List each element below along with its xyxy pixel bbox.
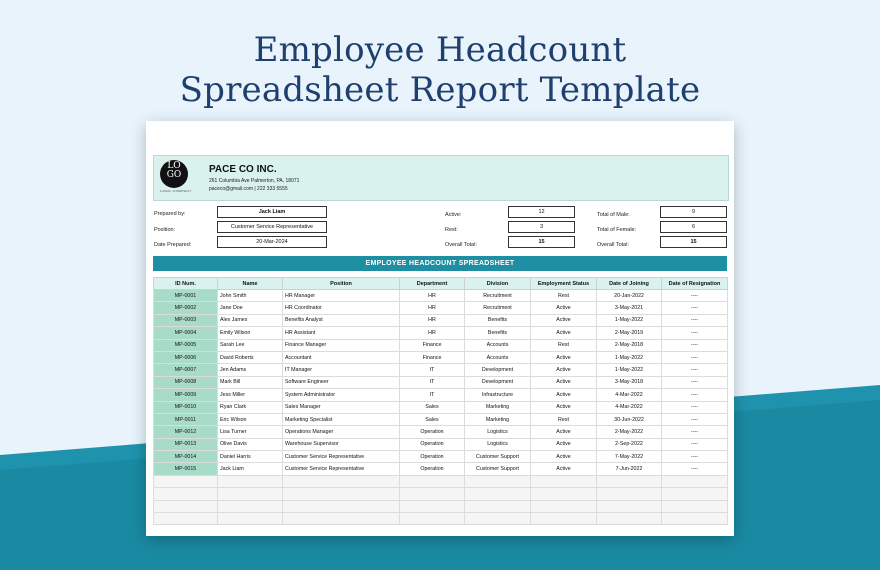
total-female-field[interactable]: 6	[660, 221, 727, 233]
table-row	[154, 401, 728, 413]
cell-name[interactable]: Mark Bill	[218, 376, 283, 388]
cell-name[interactable]: Daniel Harris	[218, 451, 283, 463]
col-header-joining[interactable]: Date of Joining	[597, 278, 662, 290]
empty-cell[interactable]	[597, 500, 662, 512]
company-contact: paceco@gmail.com | 222 333 5555	[209, 186, 288, 192]
empty-cell[interactable]	[154, 500, 218, 512]
total-male-field[interactable]: 9	[660, 206, 727, 218]
empty-cell[interactable]	[662, 513, 728, 525]
cell-joining[interactable]: 2-May-2018	[597, 339, 662, 351]
cell-status[interactable]: Active	[531, 351, 597, 363]
cell-position[interactable]: Accountant	[283, 351, 400, 363]
table-header-row	[154, 278, 728, 290]
empty-cell[interactable]	[465, 488, 531, 500]
position-label: Position:	[154, 227, 176, 233]
cell-resignation[interactable]: ----	[662, 389, 728, 401]
cell-department[interactable]: IT	[400, 376, 465, 388]
cell-name[interactable]: Emily Wilson	[218, 327, 283, 339]
table-row	[154, 290, 728, 302]
cell-resignation[interactable]: ----	[662, 290, 728, 302]
cell-joining[interactable]: 7-May-2022	[597, 451, 662, 463]
cell-status[interactable]: Active	[531, 327, 597, 339]
cell-position[interactable]: HR Coordinator	[283, 302, 400, 314]
col-header-department[interactable]: Department	[400, 278, 465, 290]
cell-resignation[interactable]: ----	[662, 364, 728, 376]
spreadsheet-document	[146, 121, 734, 536]
cell-resignation[interactable]: ----	[662, 302, 728, 314]
cell-position[interactable]: HR Assistant	[283, 327, 400, 339]
spreadsheet-banner: EMPLOYEE HEADCOUNT SPREADSHEET	[153, 256, 727, 271]
overall-total-2-label: Overall Total:	[597, 242, 629, 248]
table-row	[154, 376, 728, 388]
logo-tagline: LOGO COMPANY	[160, 189, 192, 193]
col-header-division[interactable]: Division	[465, 278, 531, 290]
cell-id[interactable]: MP-0004	[154, 327, 218, 339]
cell-position[interactable]: Benefits Analyst	[283, 314, 400, 326]
cell-joining[interactable]: 1-May-2022	[597, 314, 662, 326]
empty-cell[interactable]	[465, 513, 531, 525]
rest-count-field[interactable]: 3	[508, 221, 575, 233]
table-row	[154, 339, 728, 351]
empty-cell[interactable]	[597, 488, 662, 500]
cell-id[interactable]: MP-0014	[154, 451, 218, 463]
cell-resignation[interactable]: ----	[662, 351, 728, 363]
empty-row	[154, 500, 728, 512]
cell-division[interactable]: Marketing	[465, 401, 531, 413]
empty-cell[interactable]	[531, 500, 597, 512]
empty-cell[interactable]	[154, 475, 218, 487]
empty-cell[interactable]	[597, 513, 662, 525]
cell-department[interactable]: HR	[400, 314, 465, 326]
empty-cell[interactable]	[154, 488, 218, 500]
cell-id[interactable]: MP-0010	[154, 401, 218, 413]
table-row	[154, 351, 728, 363]
company-logo: LO GO	[160, 160, 188, 188]
position-field[interactable]: Customer Service Representative	[217, 221, 327, 233]
cell-resignation[interactable]: ----	[662, 376, 728, 388]
empty-cell[interactable]	[662, 488, 728, 500]
cell-name[interactable]: Jane Doe	[218, 302, 283, 314]
cell-resignation[interactable]: ----	[662, 327, 728, 339]
cell-position[interactable]: Warehouse Supervisor	[283, 438, 400, 450]
cell-department[interactable]: IT	[400, 364, 465, 376]
cell-department[interactable]: Operation	[400, 438, 465, 450]
col-header-id[interactable]: ID Num.	[154, 278, 218, 290]
cell-id[interactable]: MP-0009	[154, 389, 218, 401]
cell-department[interactable]: Operation	[400, 451, 465, 463]
cell-name[interactable]: John Smith	[218, 290, 283, 302]
empty-cell[interactable]	[662, 475, 728, 487]
cell-division[interactable]: Customer Support	[465, 463, 531, 475]
empty-cell[interactable]	[283, 500, 400, 512]
prepared-by-field[interactable]: Jack Liam	[217, 206, 327, 218]
cell-name[interactable]: David Roberts	[218, 351, 283, 363]
cell-department[interactable]: Finance	[400, 339, 465, 351]
cell-department[interactable]: HR	[400, 327, 465, 339]
cell-resignation[interactable]: ----	[662, 413, 728, 425]
col-header-position[interactable]: Position	[283, 278, 400, 290]
empty-cell[interactable]	[218, 513, 283, 525]
cell-resignation[interactable]: ----	[662, 314, 728, 326]
cell-status[interactable]: Active	[531, 451, 597, 463]
company-name: PACE CO INC.	[209, 164, 277, 175]
overall-total-label: Overall Total:	[445, 242, 477, 248]
cell-id[interactable]: MP-0005	[154, 339, 218, 351]
cell-position[interactable]: Customer Service Representative	[283, 463, 400, 475]
cell-resignation[interactable]: ----	[662, 451, 728, 463]
cell-status[interactable]: Rest	[531, 290, 597, 302]
cell-division[interactable]: Logistics	[465, 426, 531, 438]
cell-joining[interactable]: 2-Sep-2022	[597, 438, 662, 450]
rest-label: Rest:	[445, 227, 458, 233]
empty-cell[interactable]	[662, 500, 728, 512]
cell-department[interactable]: IT	[400, 389, 465, 401]
table-row	[154, 302, 728, 314]
date-prepared-field[interactable]: 20-Mar-2024	[217, 236, 327, 248]
col-header-resignation[interactable]: Date of Resignation	[662, 278, 728, 290]
cell-joining[interactable]: 4-Mar-2022	[597, 389, 662, 401]
page-title-line1: Employee Headcount	[253, 30, 627, 70]
table-row	[154, 327, 728, 339]
cell-name[interactable]: Alex James	[218, 314, 283, 326]
cell-position[interactable]: HR Manager	[283, 290, 400, 302]
cell-id[interactable]: MP-0015	[154, 463, 218, 475]
cell-division[interactable]: Accounts	[465, 351, 531, 363]
cell-status[interactable]: Active	[531, 314, 597, 326]
col-header-status[interactable]: Employment Status	[531, 278, 597, 290]
empty-cell[interactable]	[400, 500, 465, 512]
cell-joining[interactable]: 2-May-2019	[597, 327, 662, 339]
cell-id[interactable]: MP-0007	[154, 364, 218, 376]
cell-division[interactable]: Customer Support	[465, 451, 531, 463]
table-row	[154, 438, 728, 450]
table-row	[154, 389, 728, 401]
cell-status[interactable]: Active	[531, 438, 597, 450]
cell-joining[interactable]: 30-Jun-2022	[597, 413, 662, 425]
cell-name[interactable]: Jack Liam	[218, 463, 283, 475]
overall-total-field[interactable]: 15	[508, 236, 575, 248]
cell-id[interactable]: MP-0003	[154, 314, 218, 326]
cell-resignation[interactable]: ----	[662, 438, 728, 450]
cell-position[interactable]: Sales Manager	[283, 401, 400, 413]
empty-cell[interactable]	[154, 513, 218, 525]
cell-joining[interactable]: 3-May-2018	[597, 376, 662, 388]
empty-cell[interactable]	[400, 488, 465, 500]
cell-position[interactable]: System Administrator	[283, 389, 400, 401]
col-header-name[interactable]: Name	[218, 278, 283, 290]
total-male-label: Total of Male:	[597, 212, 630, 218]
empty-cell[interactable]	[597, 475, 662, 487]
cell-status[interactable]: Active	[531, 463, 597, 475]
empty-cell[interactable]	[218, 500, 283, 512]
cell-id[interactable]: MP-0002	[154, 302, 218, 314]
cell-department[interactable]: Operation	[400, 426, 465, 438]
empty-cell[interactable]	[218, 475, 283, 487]
cell-position[interactable]: Marketing Specialist	[283, 413, 400, 425]
cell-division[interactable]: Logistics	[465, 438, 531, 450]
cell-resignation[interactable]: ----	[662, 401, 728, 413]
cell-department[interactable]: HR	[400, 302, 465, 314]
table-row	[154, 463, 728, 475]
cell-department[interactable]: Sales	[400, 413, 465, 425]
empty-row	[154, 513, 728, 525]
cell-division[interactable]: Recruitment	[465, 302, 531, 314]
empty-cell[interactable]	[283, 513, 400, 525]
empty-cell[interactable]	[218, 488, 283, 500]
cell-id[interactable]: MP-0001	[154, 290, 218, 302]
cell-division[interactable]: Recruitment	[465, 290, 531, 302]
cell-position[interactable]: Finance Manager	[283, 339, 400, 351]
cell-joining[interactable]: 1-May-2022	[597, 364, 662, 376]
page-title-line2: Spreadsheet Report Template	[179, 70, 701, 110]
cell-joining[interactable]: 7-Jun-2022	[597, 463, 662, 475]
cell-joining[interactable]: 4-Mar-2022	[597, 401, 662, 413]
cell-division[interactable]: Marketing	[465, 413, 531, 425]
cell-name[interactable]: Jess Miller	[218, 389, 283, 401]
cell-joining[interactable]: 20-Jan-2022	[597, 290, 662, 302]
empty-cell[interactable]	[465, 475, 531, 487]
cell-status[interactable]: Rest	[531, 413, 597, 425]
cell-division[interactable]: Accounts	[465, 339, 531, 351]
cell-division[interactable]: Infrastructure	[465, 389, 531, 401]
cell-position[interactable]: Software Engineer	[283, 376, 400, 388]
cell-id[interactable]: MP-0006	[154, 351, 218, 363]
empty-cell[interactable]	[531, 475, 597, 487]
cell-department[interactable]: HR	[400, 290, 465, 302]
empty-row	[154, 488, 728, 500]
cell-name[interactable]: Sarah Lee	[218, 339, 283, 351]
total-female-label: Total of Female:	[597, 227, 637, 233]
cell-name[interactable]: Ryan Clark	[218, 401, 283, 413]
cell-name[interactable]: Lisa Turner	[218, 426, 283, 438]
cell-department[interactable]: Finance	[400, 351, 465, 363]
table-row	[154, 451, 728, 463]
cell-status[interactable]: Active	[531, 401, 597, 413]
cell-id[interactable]: MP-0012	[154, 426, 218, 438]
cell-division[interactable]: Development	[465, 376, 531, 388]
cell-id[interactable]: MP-0008	[154, 376, 218, 388]
company-address: 261 Columbia Ave Palmerton, PA, 18071	[209, 178, 300, 184]
cell-id[interactable]: MP-0011	[154, 413, 218, 425]
active-label: Active:	[445, 212, 462, 218]
cell-resignation[interactable]: ----	[662, 463, 728, 475]
cell-status[interactable]: Rest	[531, 339, 597, 351]
cell-id[interactable]: MP-0013	[154, 438, 218, 450]
cell-division[interactable]: Development	[465, 364, 531, 376]
cell-status[interactable]: Active	[531, 302, 597, 314]
cell-position[interactable]: IT Manager	[283, 364, 400, 376]
cell-joining[interactable]: 1-May-2022	[597, 351, 662, 363]
table-row	[154, 413, 728, 425]
cell-name[interactable]: Eric Wilson	[218, 413, 283, 425]
cell-department[interactable]: Operation	[400, 463, 465, 475]
cell-status[interactable]: Active	[531, 376, 597, 388]
company-header	[153, 155, 729, 201]
cell-resignation[interactable]: ----	[662, 426, 728, 438]
empty-cell[interactable]	[400, 475, 465, 487]
cell-status[interactable]: Active	[531, 426, 597, 438]
cell-department[interactable]: Sales	[400, 401, 465, 413]
cell-status[interactable]: Active	[531, 364, 597, 376]
cell-name[interactable]: Jen Adams	[218, 364, 283, 376]
date-prepared-label: Date Prepared:	[154, 242, 192, 248]
overall-total-2-field[interactable]: 15	[660, 236, 727, 248]
employee-table	[153, 277, 728, 525]
empty-cell[interactable]	[531, 488, 597, 500]
cell-status[interactable]: Active	[531, 389, 597, 401]
cell-joining[interactable]: 3-May-2021	[597, 302, 662, 314]
cell-joining[interactable]: 2-May-2022	[597, 426, 662, 438]
empty-row	[154, 475, 728, 487]
cell-name[interactable]: Olive Davis	[218, 438, 283, 450]
cell-position[interactable]: Operations Manager	[283, 426, 400, 438]
cell-division[interactable]: Benefits	[465, 314, 531, 326]
table-row	[154, 314, 728, 326]
table-row	[154, 426, 728, 438]
table-row	[154, 364, 728, 376]
prepared-by-label: Prepared by:	[154, 211, 186, 217]
empty-cell[interactable]	[283, 488, 400, 500]
empty-cell[interactable]	[531, 513, 597, 525]
cell-resignation[interactable]: ----	[662, 339, 728, 351]
cell-position[interactable]: Customer Service Representative	[283, 451, 400, 463]
empty-cell[interactable]	[400, 513, 465, 525]
empty-cell[interactable]	[465, 500, 531, 512]
active-count-field[interactable]: 12	[508, 206, 575, 218]
empty-cell[interactable]	[283, 475, 400, 487]
cell-division[interactable]: Benefits	[465, 327, 531, 339]
